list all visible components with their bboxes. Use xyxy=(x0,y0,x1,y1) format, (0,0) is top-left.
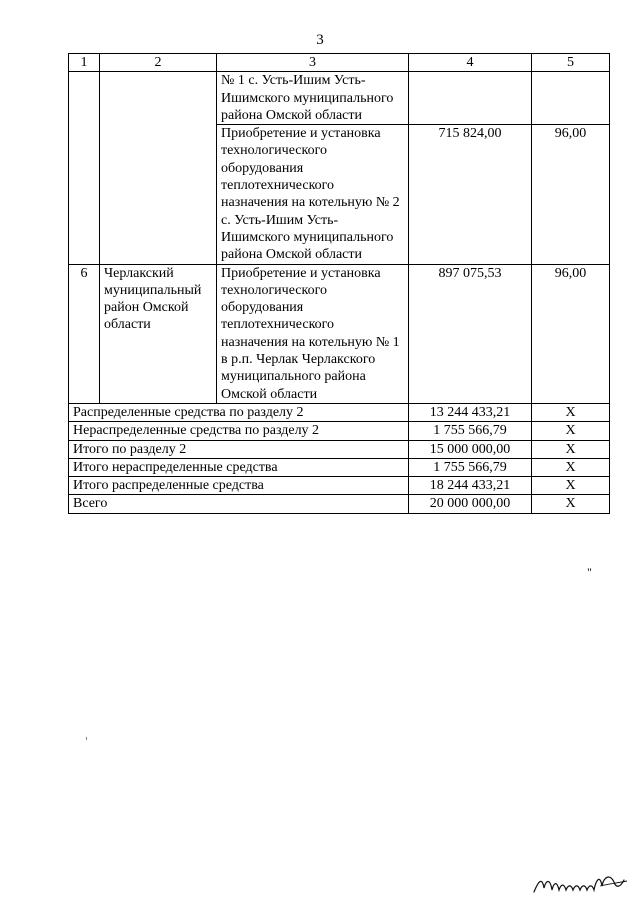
header-cell: 4 xyxy=(409,54,532,72)
total-mark: X xyxy=(532,403,610,421)
total-amount: 1 755 566,79 xyxy=(409,458,532,476)
percent-cell xyxy=(532,72,610,125)
total-amount: 15 000 000,00 xyxy=(409,440,532,458)
total-label: Итого распределенные средства xyxy=(69,477,409,495)
district-cell: Черлакский муниципальный район Омской области xyxy=(100,264,217,403)
amount-cell: 897 075,53 xyxy=(409,264,532,403)
total-row xyxy=(69,403,610,421)
signature-image xyxy=(530,868,630,898)
total-row xyxy=(69,422,610,440)
total-amount: 13 244 433,21 xyxy=(409,403,532,421)
percent-cell: 96,00 xyxy=(532,264,610,403)
total-label: Всего xyxy=(69,495,409,513)
table-row xyxy=(69,72,610,125)
total-row xyxy=(69,495,610,513)
table-row xyxy=(69,264,610,403)
total-label: Распределенные средства по разделу 2 xyxy=(69,403,409,421)
total-amount: 18 244 433,21 xyxy=(409,477,532,495)
total-row xyxy=(69,440,610,458)
total-mark: X xyxy=(532,458,610,476)
percent-cell: 96,00 xyxy=(532,125,610,264)
closing-quote: " xyxy=(587,565,592,579)
total-label: Нераспределенные средства по разделу 2 xyxy=(69,422,409,440)
table-header-row xyxy=(69,54,610,72)
header-cell: 2 xyxy=(100,54,217,72)
scan-mark xyxy=(86,737,87,740)
total-row xyxy=(69,458,610,476)
amount-cell xyxy=(409,72,532,125)
total-row xyxy=(69,477,610,495)
page-number: 3 xyxy=(316,32,324,48)
header-cell: 3 xyxy=(217,54,409,72)
header-cell: 1 xyxy=(69,54,100,72)
total-mark: X xyxy=(532,440,610,458)
total-label: Итого нераспределенные средства xyxy=(69,458,409,476)
row-number-cell: 6 xyxy=(69,264,100,403)
total-label: Итого по разделу 2 xyxy=(69,440,409,458)
description-cell: Приобретение и установка технологического оборудования теплотехнического назначения на котельную № 2 с. Усть-Ишим Усть-Ишимского муниципального района Омской области xyxy=(217,125,409,264)
distribution-table xyxy=(68,53,610,514)
total-mark: X xyxy=(532,422,610,440)
district-cell xyxy=(100,72,217,264)
amount-cell: 715 824,00 xyxy=(409,125,532,264)
row-number-cell xyxy=(69,72,100,264)
total-amount: 1 755 566,79 xyxy=(409,422,532,440)
description-cell: № 1 с. Усть-Ишим Усть-Ишимского муниципального района Омской области xyxy=(217,72,409,125)
total-mark: X xyxy=(532,477,610,495)
total-mark: X xyxy=(532,495,610,513)
header-cell: 5 xyxy=(532,54,610,72)
description-cell: Приобретение и установка технологического оборудования теплотехнического назначения на котельную № 1 в р.п. Черлак Черлакского муниципального района Омской области xyxy=(217,264,409,403)
total-amount: 20 000 000,00 xyxy=(409,495,532,513)
